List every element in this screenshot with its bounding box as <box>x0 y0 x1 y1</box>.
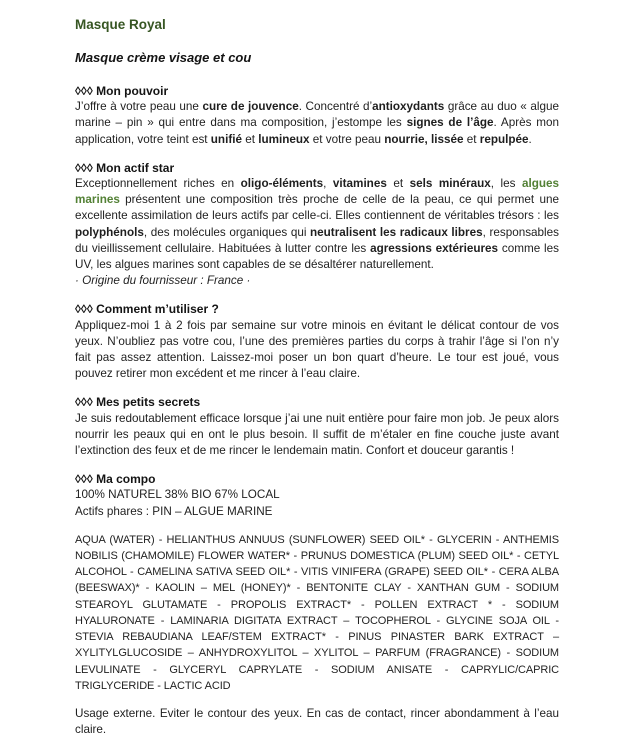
usage-warning: Usage externe. Eviter le contour des yeux. En cas de contact, rincer abondamment à l’eau claire. <box>75 706 559 737</box>
section-heading-ma-compo: ◊◊◊ Ma compo <box>75 472 156 487</box>
section-heading-mes-petits-secrets: ◊◊◊ Mes petits secrets <box>75 395 201 410</box>
paragraph-mon-pouvoir: J’offre à votre peau une cure de jouvence. Concentré d’antioxydants grâce au duo « algue marine – pin » qui entre dans ma composition, j’estompe les signes de l’âge. Après mon application, votre teint est unifié et lumineux et votre peau nourrie, lissée et repulpée. <box>75 100 559 146</box>
section-mon-pouvoir <box>75 83 559 148</box>
section-ma-compo <box>75 471 559 694</box>
paragraph-comment-m-utiliser: Appliquez-moi 1 à 2 fois par semaine sur votre minois en évitant le délicat contour de vos yeux. N’oubliez pas votre cou, l’une des premières parties du corps à trahir l’âge si l’on n’y fait pas assez attention. Laissez-moi poser un bon quart d’heure. Le tour est joué, vous pouvez retirer mon excédent et me rincer à l’eau claire. <box>75 318 559 381</box>
section-mon-actif-star <box>75 160 559 290</box>
document-subtitle: Masque crème visage et cou <box>75 50 252 65</box>
document-title: Masque Royal <box>75 17 166 32</box>
section-heading-comment-m-utiliser: ◊◊◊ Comment m’utiliser ? <box>75 302 219 317</box>
section-mes-petits-secrets <box>75 394 559 459</box>
key-actives-line: Actifs phares : PIN – ALGUE MARINE <box>75 504 273 518</box>
supplier-origin-note: · Origine du fournisseur : France · <box>75 274 251 288</box>
ingredients-list: AQUA (WATER) - HELIANTHUS ANNUUS (SUNFLOWER) SEED OIL* - GLYCERIN - ANTHEMIS NOBILIS (CHAMOMILE) FLOWER WATER* - PRUNUS DOMESTICA (PLUM) SEED OIL* - CETYL ALCOHOL - CAMELINA SATIVA SEED OIL* - VITIS VINIFERA (GRAPE) SEED OIL* - CERA ALBA (BEESWAX)* - KAOLIN – MEL (HONEY)* - BENTONITE CLAY - XANTHAN GUM - SODIUM STEAROYL GLUTAMATE - PROPOLIS EXTRACT* - POLLEN EXTRACT * - SODIUM HYALURONATE - LAMINARIA DIGITATA EXTRACT – TOCOPHEROL - GLYCINE SOJA OIL - STEVIA REBAUDIANA LEAF/STEM EXTRACT* - PINUS PINASTER BARK EXTRACT – XYLITYLGLUCOSIDE – ANHYDROXYLITOL – XYLITOL – PARFUM (FRAGRANCE) - SODIUM LEVULINATE - GLYCERYL CAPRYLATE - SODIUM ANISATE - CAPRYLIC/CAPRIC TRIGLYCERIDE - LACTIC ACID <box>75 533 559 692</box>
natural-bio-local-stats: 100% NATUREL 38% BIO 67% LOCAL <box>75 488 280 502</box>
paragraph-mon-actif-star: Exceptionnellement riches en oligo-éléments, vitamines et sels minéraux, les algues marines présentent une composition très proche de celle de la peau, ce qui permet une excellente assimilation de leurs actifs par celle-ci. Elles contiennent de véritables trésors : les polyphénols, des molécules organiques qui neutralisent les radicaux libres, responsables du vieillissement cellulaire. Habituées à lutter contre les agressions extérieures comme les UV, les algues marines sont capables de se désaltérer naturellement. <box>75 177 560 272</box>
paragraph-mes-petits-secrets: Je suis redoutablement efficace lorsque j’ai une nuit entière pour faire mon job. Je peux alors nourrir les peaux qui en ont le plus besoin. Il suffit de m’étaler en fine couche juste avant l’extinction des feux et de me rincer le lendemain matin. Confort et douceur garantis ! <box>75 411 559 458</box>
section-heading-mon-actif-star: ◊◊◊ Mon actif star <box>75 160 175 175</box>
section-heading-mon-pouvoir: ◊◊◊ Mon pouvoir <box>75 84 169 98</box>
section-comment-m-utiliser <box>75 301 559 382</box>
